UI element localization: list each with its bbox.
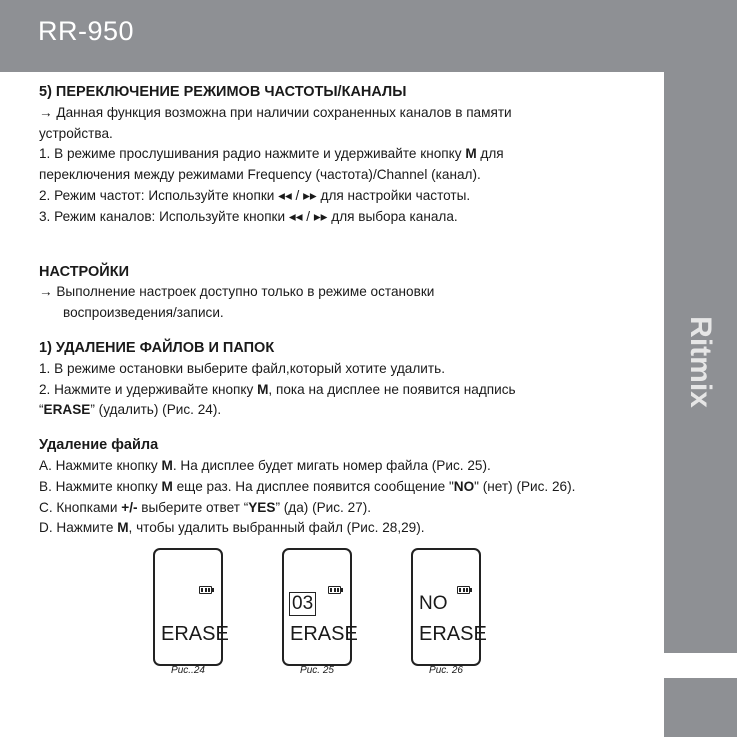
section-heading: [39, 338, 659, 359]
section-heading: [39, 82, 659, 103]
text-line: [39, 400, 659, 421]
bold-term: YES: [248, 499, 276, 515]
manual-text: [39, 82, 659, 539]
text-segment: ” (да) (Рис. 27).: [275, 499, 372, 515]
text-line: [39, 103, 659, 124]
text-segment: → Данная функция возможна при наличии сохраненных каналов в памяти: [39, 104, 512, 120]
text-segment: . На дисплее будет мигать номер файла (Рис. 25).: [172, 457, 491, 473]
text-segment: , пока на дисплее не появится надпись: [268, 381, 516, 397]
text-line: [39, 165, 659, 186]
text-segment: B. Нажмите кнопку: [39, 478, 162, 494]
section: [39, 262, 659, 324]
text-segment: выберите ответ “: [137, 499, 249, 515]
display-top-text: 03: [289, 592, 316, 616]
bold-term: M: [257, 381, 269, 397]
text-segment: D. Нажмите: [39, 520, 118, 536]
text-line: [39, 359, 659, 380]
text-segment: устройства.: [39, 125, 113, 141]
figure-caption: Рис. 26: [429, 665, 463, 676]
section-heading: [39, 435, 659, 456]
text-segment: , чтобы удалить выбранный файл (Рис. 28,29).: [128, 520, 425, 536]
figure-caption: Рис..24: [171, 665, 205, 676]
text-segment: C. Кнопками: [39, 499, 122, 515]
display-figure: [153, 548, 229, 666]
header-band: [0, 0, 737, 72]
display-figure: [411, 548, 487, 666]
text-segment: для: [476, 146, 504, 162]
text-line: [39, 380, 659, 401]
model-name: RR-950: [38, 16, 135, 46]
text-line: [39, 207, 659, 228]
display-main-text: ERASE: [161, 623, 229, 645]
battery-icon: [328, 586, 341, 594]
text-line: [39, 282, 659, 303]
text-line: [39, 477, 659, 498]
text-segment: " (нет) (Рис. 26).: [474, 478, 576, 494]
text-line: [39, 456, 659, 477]
bold-term: M: [161, 478, 173, 494]
text-line: [39, 144, 659, 165]
text-segment: 1. В режиме остановки выберите файл,который хотите удалить.: [39, 360, 445, 376]
display-figure: [282, 548, 358, 666]
bold-term: M: [465, 146, 477, 162]
battery-icon: [199, 586, 212, 594]
battery-icon: [457, 586, 470, 594]
section: [39, 435, 659, 539]
text-segment: “: [39, 402, 44, 418]
ritmix-logo: Ritmix: [684, 316, 717, 408]
bold-term: NO: [453, 478, 475, 494]
text-segment: воспроизведения/записи.: [63, 305, 224, 321]
text-segment: 1. В режиме прослушивания радио нажмите и удерживайте кнопку: [39, 146, 466, 162]
text-segment: 3. Режим каналов: Используйте кнопки ◂◂ / ▸▸ для выбора канала.: [39, 208, 458, 224]
text-line: [39, 186, 659, 207]
text-segment: переключения между режимами Frequency (частота)/Channel (канал).: [39, 167, 481, 183]
figure-caption: Рис. 25: [300, 665, 334, 676]
text-segment: ” (удалить) (Рис. 24).: [90, 402, 222, 418]
bold-term: M: [161, 457, 173, 473]
section: [39, 82, 659, 228]
display-main-text: ERASE: [290, 623, 358, 645]
text-segment: НАСТРОЙКИ: [39, 263, 130, 280]
section-heading: [39, 262, 659, 283]
text-line: [39, 124, 659, 145]
display-top-text: NO: [419, 593, 448, 614]
bold-term: M: [117, 520, 129, 536]
text-segment: Удаление файла: [39, 437, 159, 454]
text-line: [39, 303, 659, 324]
section: [39, 338, 659, 421]
bold-term: +/-: [121, 499, 138, 515]
text-line: [39, 518, 659, 539]
text-segment: 5) ПЕРЕКЛЮЧЕНИЕ РЕЖИМОВ ЧАСТОТЫ/КАНАЛЫ: [39, 84, 407, 100]
text-segment: 2. Нажмите и удерживайте кнопку: [39, 381, 258, 397]
text-segment: → Выполнение настроек доступно только в режиме остановки: [39, 284, 435, 300]
bold-term: ERASE: [43, 402, 91, 418]
text-segment: A. Нажмите кнопку: [39, 457, 162, 473]
side-block: [664, 678, 737, 737]
display-main-text: ERASE: [419, 623, 487, 645]
text-segment: 2. Режим частот: Используйте кнопки ◂◂ / ▸▸ для настройки частоты.: [39, 187, 471, 203]
text-segment: 1) УДАЛЕНИЕ ФАЙЛОВ И ПАПОК: [39, 339, 275, 356]
text-line: [39, 498, 659, 519]
text-segment: еще раз. На дисплее появится сообщение ": [172, 478, 454, 494]
